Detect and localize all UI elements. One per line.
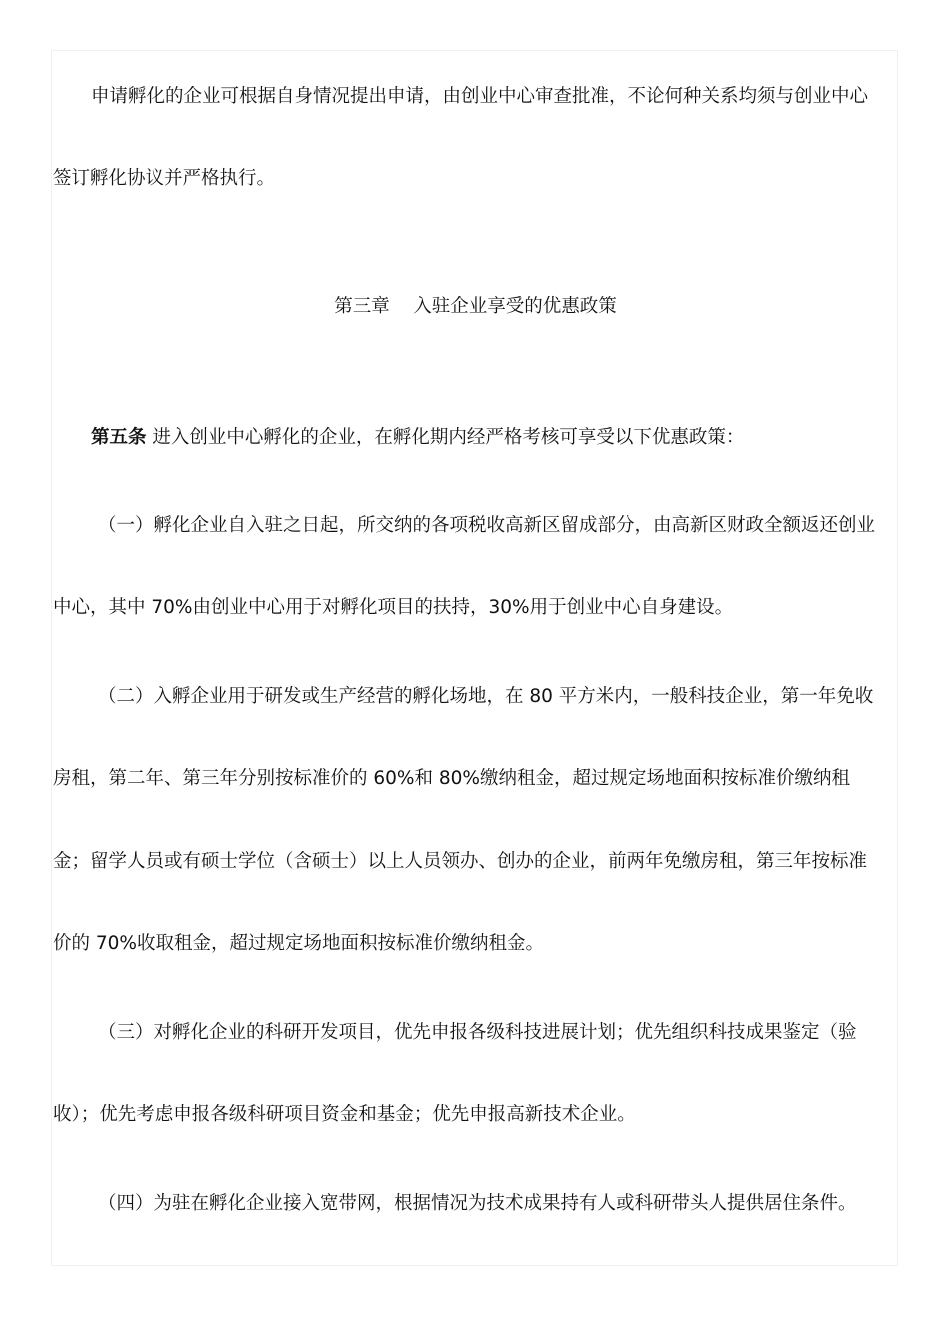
paragraph-1-line-2: 签订孵化协议并严格执行。 bbox=[53, 168, 276, 189]
item-2-line-1: （二）入孵企业用于研发或生产经营的孵化场地，在 80 平方米内，一般科技企业，第一年免收 bbox=[98, 686, 874, 707]
item-2-line-3: 金；留学人员或有硕士学位（含硕士）以上人员领办、创办的企业，前两年免缴房租，第三年按标准 bbox=[53, 851, 868, 872]
item-1-line-1: （一）孵化企业自入驻之日起，所交纳的各项税收高新区留成部分，由高新区财政全额返还创业 bbox=[98, 515, 876, 536]
article-label: 第五条 bbox=[91, 427, 147, 448]
chapter-heading: 第三章 入驻企业享受的优惠政策 bbox=[334, 296, 617, 317]
item-3-line-2: 收）；优先考虑申报各级科研项目资金和基金；优先申报高新技术企业。 bbox=[53, 1104, 636, 1125]
item-2-line-4: 价的 70%收取租金，超过规定场地面积按标准价缴纳租金。 bbox=[53, 933, 545, 954]
item-2-line-2: 房租，第二年、第三年分别按标准价的 60%和 80%缴纳租金，超过规定场地面积按标准价缴纳租 bbox=[53, 768, 851, 789]
page-frame bbox=[51, 50, 898, 1266]
item-3-line-1: （三）对孵化企业的科研开发项目，优先申报各级科技进展计划；优先组织科技成果鉴定（验 bbox=[98, 1022, 857, 1043]
paragraph-1-line-1: 申请孵化的企业可根据自身情况提出申请，由创业中心审查批准，不论何种关系均须与创业中心 bbox=[91, 86, 869, 107]
item-1-line-2: 中心，其中 70%由创业中心用于对孵化项目的扶持，30%用于创业中心自身建设。 bbox=[53, 597, 734, 618]
item-4-line-1: （四）为驻在孵化企业接入宽带网，根据情况为技术成果持有人或科研带头人提供居住条件。 bbox=[98, 1193, 857, 1214]
article-5-line bbox=[91, 427, 898, 449]
article-text: 进入创业中心孵化的企业，在孵化期内经严格考核可享受以下优惠政策： bbox=[146, 427, 745, 448]
